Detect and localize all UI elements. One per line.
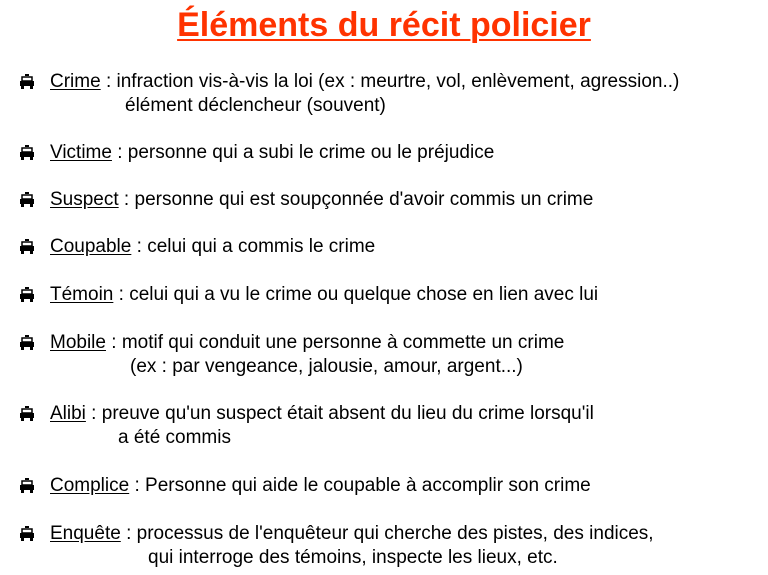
definition-continuation: élément déclencheur (souvent) — [125, 95, 386, 116]
police-car-icon — [18, 145, 36, 161]
police-car-icon — [18, 406, 36, 422]
term-enquete: Enquête — [50, 523, 121, 544]
police-car-icon — [18, 239, 36, 255]
definition-continuation: qui interroge des témoins, inspecte les lieux, etc. — [148, 547, 558, 568]
page-title: Éléments du récit policier — [177, 6, 591, 44]
definition: personne qui est soupçonnée d'avoir commis un crime — [134, 189, 594, 210]
definition: motif qui conduit une personne à commette un crime — [121, 332, 565, 353]
definition-continuation: (ex : par vengeance, jalousie, amour, argent...) — [130, 356, 523, 377]
term-mobile: Mobile — [50, 332, 106, 353]
term-suspect: Suspect — [50, 189, 119, 210]
police-car-icon — [18, 335, 36, 351]
term-coupable: Coupable — [50, 236, 132, 257]
definition: Personne qui aide le coupable à accomplir son crime — [145, 475, 591, 496]
definition: processus de l'enquêteur qui cherche des pistes, des indices, — [136, 523, 654, 544]
definition: celui qui a commis le crime — [147, 236, 376, 257]
definition: preuve qu'un suspect était absent du lieu du crime lorsqu'il — [101, 403, 594, 424]
definition: infraction vis-à-vis la loi (ex : meurtre, vol, enlèvement, agression..) — [116, 71, 680, 92]
police-car-icon — [18, 526, 36, 542]
term-alibi: Alibi — [50, 403, 86, 424]
definition: celui qui a vu le crime ou quelque chose en lien avec lui — [129, 284, 599, 305]
police-car-icon — [18, 192, 36, 208]
police-car-icon — [18, 478, 36, 494]
term-victime: Victime — [50, 142, 112, 163]
police-car-icon — [18, 287, 36, 303]
police-car-icon — [18, 74, 36, 90]
definition: personne qui a subi le crime ou le préjudice — [127, 142, 495, 163]
term-temoin: Témoin — [50, 284, 114, 305]
term-complice: Complice — [50, 475, 130, 496]
term-crime: Crime — [50, 71, 101, 92]
definition-continuation: a été commis — [118, 427, 231, 448]
